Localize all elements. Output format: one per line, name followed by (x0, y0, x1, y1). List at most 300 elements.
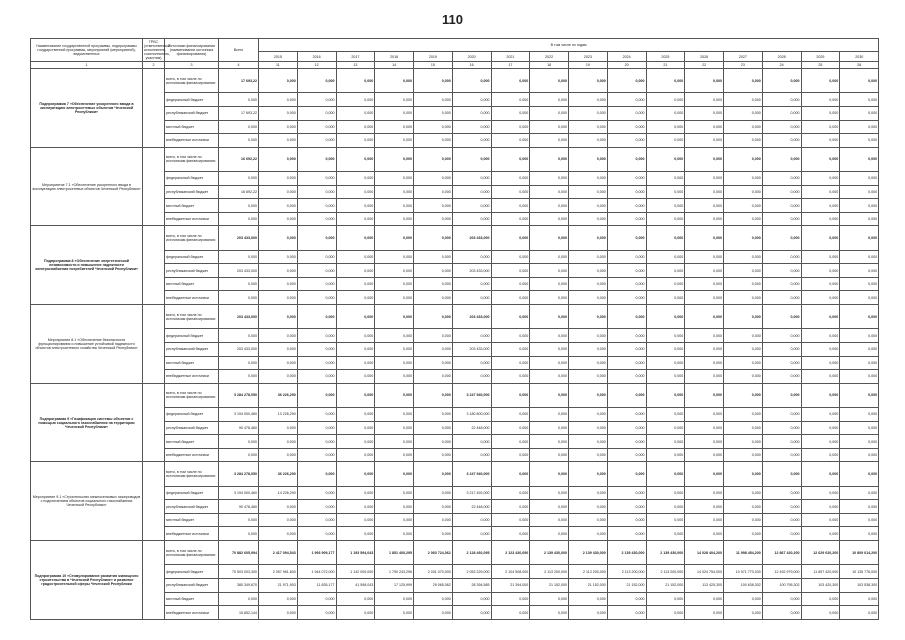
year-value: 0,000 (414, 527, 453, 541)
year-value: 0,000 (685, 592, 724, 606)
program-name: Подпрограмма 8 «Обеспечение энергетической независимости и повышение надежности электроснабжения потребителей Чеченской Республики» (31, 226, 143, 305)
year-value: 0,000 (336, 172, 375, 186)
year-value: 0,000 (724, 527, 763, 541)
year-value: 21 152,000 (607, 579, 646, 593)
year-value: 0,000 (336, 500, 375, 514)
column-index: 11 (259, 62, 298, 69)
program-name: Мероприятие 8.1 «Обеспечение безопасности функционирования и повышение устойчивой надежности объектов электросетевого хозяйства Чеченской Республики» (31, 305, 143, 384)
year-value: 0,000 (646, 264, 685, 278)
table-row (31, 462, 879, 486)
year-value: 0,000 (569, 435, 608, 449)
year-value: 0,000 (724, 329, 763, 343)
year-value: 0,000 (452, 448, 491, 462)
year-value: 0,000 (375, 343, 414, 357)
year-value: 0,000 (801, 592, 840, 606)
year-value: 2 139 430,000 (530, 541, 569, 565)
year-value: 0,000 (569, 147, 608, 171)
year-value: 0,000 (491, 370, 530, 384)
year-value: 0,000 (491, 199, 530, 213)
year-value: 0,000 (646, 291, 685, 305)
year-value: 0,000 (336, 147, 375, 171)
year-value: 100 795,302 (762, 579, 801, 593)
header-year: 2015 (259, 52, 298, 62)
funding-source: республиканский бюджет (165, 185, 219, 199)
year-value: 0,000 (297, 462, 336, 486)
table-row (31, 147, 879, 171)
total-value: 0,000 (219, 435, 259, 449)
year-value: 0,000 (724, 513, 763, 527)
year-value: 0,000 (762, 500, 801, 514)
year-value: 0,000 (530, 120, 569, 134)
year-value: 0,000 (259, 421, 298, 435)
year-value: 11 998 454,200 (724, 541, 763, 565)
year-value: 0,000 (569, 212, 608, 226)
year-value: 0,000 (297, 383, 336, 407)
year-value: 0,000 (336, 329, 375, 343)
year-value: 0,000 (375, 356, 414, 370)
year-value: 203 433,000 (452, 305, 491, 329)
year-value: 0,000 (724, 134, 763, 148)
funding-source: республиканский бюджет (165, 264, 219, 278)
year-value: 0,000 (375, 486, 414, 500)
year-value: 0,000 (840, 277, 879, 291)
program-name: Подпрограмма 9 «Газификация системы объектов с помощью социального газоснабжения на территории Чеченской Республики» (31, 383, 143, 462)
column-index: 21 (646, 62, 685, 69)
year-value: 0,000 (569, 291, 608, 305)
total-value: 0,000 (219, 120, 259, 134)
year-value: 2 417 094,543 (259, 541, 298, 565)
year-value: 0,000 (607, 93, 646, 107)
year-value: 0,000 (297, 592, 336, 606)
year-value: 0,000 (646, 147, 685, 171)
year-value: 0,000 (685, 212, 724, 226)
year-value: 0,000 (336, 69, 375, 93)
header-year: 2020 (452, 52, 491, 62)
funding-source: федеральный бюджет (165, 250, 219, 264)
year-value: 0,000 (414, 606, 453, 620)
year-value: 0,000 (569, 383, 608, 407)
year-value: 0,000 (607, 527, 646, 541)
year-value: 0,000 (724, 277, 763, 291)
year-value: 0,000 (491, 606, 530, 620)
year-value: 0,000 (530, 250, 569, 264)
year-value: 0,000 (452, 93, 491, 107)
year-value: 203 433,000 (452, 343, 491, 357)
year-value: 0,000 (491, 462, 530, 486)
year-value: 0,000 (491, 212, 530, 226)
year-value: 0,000 (259, 277, 298, 291)
year-value: 12 629 020,200 (801, 541, 840, 565)
year-value: 0,000 (569, 264, 608, 278)
year-value: 0,000 (491, 277, 530, 291)
year-value: 0,000 (530, 106, 569, 120)
year-value: 0,000 (685, 93, 724, 107)
year-value: 0,000 (452, 513, 491, 527)
year-value: 0,000 (646, 356, 685, 370)
column-index: 14 (375, 62, 414, 69)
year-value: 0,000 (297, 305, 336, 329)
header-year: 2018 (375, 52, 414, 62)
table-row (31, 383, 879, 407)
year-value: 0,000 (801, 120, 840, 134)
year-value: 0,000 (685, 120, 724, 134)
year-value: 0,000 (297, 329, 336, 343)
year-value: 0,000 (569, 462, 608, 486)
year-value: 0,000 (491, 291, 530, 305)
year-value: 0,000 (491, 527, 530, 541)
year-value: 0,000 (530, 277, 569, 291)
funding-source: внебюджетные источники (165, 527, 219, 541)
year-value: 0,000 (297, 250, 336, 264)
year-value: 0,000 (452, 291, 491, 305)
year-value: 0,000 (297, 408, 336, 422)
year-value: 0,000 (530, 226, 569, 250)
funding-source: всего, в том числе по источникам финансирования: (165, 462, 219, 486)
year-value: 0,000 (375, 291, 414, 305)
year-value: 0,000 (530, 212, 569, 226)
year-value: 0,000 (297, 606, 336, 620)
year-value: 0,000 (607, 305, 646, 329)
year-value: 0,000 (685, 435, 724, 449)
year-value: 0,000 (607, 435, 646, 449)
grbs-cell (143, 462, 165, 541)
year-value: 0,000 (646, 172, 685, 186)
year-value: 0,000 (530, 147, 569, 171)
year-value: 0,000 (414, 343, 453, 357)
year-value: 0,000 (491, 329, 530, 343)
grbs-cell (143, 69, 165, 148)
year-value: 0,000 (607, 264, 646, 278)
year-value: 0,000 (491, 106, 530, 120)
year-value: 0,000 (414, 134, 453, 148)
year-value: 0,000 (724, 448, 763, 462)
year-value: 0,000 (724, 462, 763, 486)
year-value: 0,000 (569, 185, 608, 199)
year-value: 0,000 (840, 356, 879, 370)
year-value: 21 394,000 (491, 579, 530, 593)
total-value: 0,000 (219, 356, 259, 370)
year-value: 0,000 (840, 513, 879, 527)
year-value: 0,000 (607, 120, 646, 134)
year-value: 0,000 (801, 448, 840, 462)
funding-source: федеральный бюджет (165, 565, 219, 579)
year-value: 0,000 (375, 421, 414, 435)
year-value: 0,000 (840, 93, 879, 107)
year-value: 0,000 (297, 120, 336, 134)
total-value: 0,000 (219, 291, 259, 305)
year-value: 0,000 (724, 120, 763, 134)
grbs-cell (143, 226, 165, 305)
year-value: 0,000 (569, 329, 608, 343)
year-value: 0,000 (452, 199, 491, 213)
year-value: 0,000 (685, 408, 724, 422)
year-value: 0,000 (491, 134, 530, 148)
year-value: 0,000 (530, 134, 569, 148)
year-value: 0,000 (297, 69, 336, 93)
year-value: 2 113 200,000 (569, 565, 608, 579)
year-value: 2 053 229,000 (452, 565, 491, 579)
year-value: 0,000 (762, 106, 801, 120)
funding-source: республиканский бюджет (165, 500, 219, 514)
year-value: 0,000 (724, 69, 763, 93)
year-value: 0,000 (336, 421, 375, 435)
column-index: 4 (219, 62, 259, 69)
table-row (31, 541, 879, 565)
table-row (31, 226, 879, 250)
column-index: 20 (607, 62, 646, 69)
year-value: 0,000 (375, 370, 414, 384)
program-name: Подпрограмма 10 «Стимулирование развития жилищного строительства в Чеченской Республике» и развитие градостроительной сферы Чеченской Республики (31, 541, 143, 620)
year-value: 0,000 (414, 226, 453, 250)
year-value: 0,000 (762, 513, 801, 527)
header-year: 2027 (724, 52, 763, 62)
year-value: 0,000 (375, 185, 414, 199)
header-year: 2021 (491, 52, 530, 62)
column-index: 13 (336, 62, 375, 69)
year-value: 0,000 (530, 606, 569, 620)
year-value: 0,000 (685, 226, 724, 250)
year-value: 0,000 (685, 356, 724, 370)
year-value: 0,000 (724, 291, 763, 305)
year-value: 0,000 (724, 185, 763, 199)
year-value: 14 028 404,200 (685, 541, 724, 565)
year-value: 0,000 (840, 329, 879, 343)
year-value: 0,000 (336, 277, 375, 291)
year-value: 0,000 (375, 606, 414, 620)
year-value: 0,000 (569, 93, 608, 107)
year-value: 0,000 (375, 500, 414, 514)
year-value: 0,000 (724, 212, 763, 226)
year-value: 0,000 (530, 513, 569, 527)
year-value: 0,000 (491, 185, 530, 199)
year-value: 0,000 (840, 185, 879, 199)
year-value: 0,000 (259, 134, 298, 148)
year-value: 0,000 (762, 606, 801, 620)
year-value: 0,000 (607, 212, 646, 226)
year-value: 0,000 (530, 199, 569, 213)
year-value: 0,000 (297, 486, 336, 500)
year-value: 1 993 909,177 (297, 541, 336, 565)
year-value: 0,000 (762, 147, 801, 171)
year-value: 0,000 (840, 172, 879, 186)
year-value: 0,000 (336, 134, 375, 148)
funding-source: всего, в том числе по источникам финансирования: (165, 305, 219, 329)
year-value: 0,000 (414, 513, 453, 527)
year-value: 0,000 (530, 291, 569, 305)
year-value: 1 790 243,296 (375, 565, 414, 579)
year-value: 0,000 (259, 606, 298, 620)
year-value: 0,000 (569, 408, 608, 422)
year-value: 0,000 (375, 93, 414, 107)
year-value: 0,000 (724, 264, 763, 278)
year-value: 0,000 (646, 606, 685, 620)
total-value: 0,000 (219, 592, 259, 606)
year-value: 2 139 430,000 (646, 541, 685, 565)
year-value: 0,000 (375, 448, 414, 462)
header-total: Всего (219, 39, 259, 62)
year-value: 0,000 (840, 435, 879, 449)
year-value: 0,000 (336, 120, 375, 134)
column-index: 22 (685, 62, 724, 69)
year-value: 0,000 (452, 69, 491, 93)
year-value: 0,000 (452, 592, 491, 606)
year-value: 0,000 (685, 343, 724, 357)
year-value: 113 425,300 (685, 579, 724, 593)
year-value: 2 104 508,000 (491, 565, 530, 579)
year-value: 0,000 (646, 120, 685, 134)
year-value: 12 492 979,000 (762, 565, 801, 579)
year-value: 0,000 (259, 199, 298, 213)
page-number: 110 (442, 12, 463, 27)
year-value: 0,000 (801, 421, 840, 435)
year-value: 0,000 (297, 212, 336, 226)
year-value: 0,000 (569, 305, 608, 329)
year-value: 0,000 (801, 69, 840, 93)
year-value: 0,000 (607, 134, 646, 148)
total-value: 203 433,000 (219, 264, 259, 278)
year-value: 0,000 (259, 527, 298, 541)
year-value: 0,000 (646, 592, 685, 606)
year-value: 0,000 (491, 592, 530, 606)
year-value: 0,000 (724, 421, 763, 435)
year-value: 0,000 (762, 527, 801, 541)
year-value: 0,000 (646, 134, 685, 148)
year-value: 0,000 (646, 69, 685, 93)
year-value: 0,000 (259, 592, 298, 606)
year-value: 22 448,000 (452, 500, 491, 514)
year-value: 0,000 (801, 500, 840, 514)
year-value: 0,000 (685, 527, 724, 541)
funding-source: местный бюджет (165, 277, 219, 291)
year-value: 0,000 (607, 69, 646, 93)
year-value: 0,000 (801, 106, 840, 120)
year-value: 0,000 (491, 408, 530, 422)
total-value: 3 194 000,460 (219, 486, 259, 500)
year-value: 0,000 (259, 172, 298, 186)
year-value: 0,000 (762, 383, 801, 407)
year-value: 0,000 (530, 185, 569, 199)
year-value: 0,000 (336, 305, 375, 329)
year-value: 2 139 430,000 (569, 541, 608, 565)
year-value: 2 139 430,000 (607, 541, 646, 565)
year-value: 0,000 (297, 500, 336, 514)
year-value: 0,000 (840, 606, 879, 620)
year-value: 0,000 (491, 226, 530, 250)
year-value: 0,000 (375, 305, 414, 329)
year-value: 0,000 (414, 486, 453, 500)
year-value: 0,000 (840, 370, 879, 384)
year-value: 0,000 (491, 120, 530, 134)
funding-source: внебюджетные источники (165, 134, 219, 148)
year-value: 0,000 (259, 212, 298, 226)
year-value: 0,000 (646, 435, 685, 449)
funding-source: местный бюджет (165, 356, 219, 370)
year-value: 0,000 (724, 305, 763, 329)
year-value: 0,000 (491, 486, 530, 500)
year-value: 0,000 (452, 147, 491, 171)
year-value: 0,000 (414, 277, 453, 291)
year-value: 0,000 (646, 486, 685, 500)
year-value: 29 065,062 (414, 579, 453, 593)
header-year: 2028 (762, 52, 801, 62)
year-value: 0,000 (801, 606, 840, 620)
year-value: 0,000 (685, 199, 724, 213)
column-index: 17 (491, 62, 530, 69)
year-value: 12 867 420,200 (762, 541, 801, 565)
year-value: 0,000 (801, 264, 840, 278)
year-value: 0,000 (336, 185, 375, 199)
year-value: 0,000 (297, 185, 336, 199)
total-value: 70 882 605,994 (219, 541, 259, 565)
header-name: Наименование государственной программы, подпрограммы государственной программы, мероприятий (мероприятий), ведомственных (31, 39, 143, 62)
year-value: 0,000 (414, 93, 453, 107)
total-value: 17 693,22 (219, 106, 259, 120)
year-value: 0,000 (336, 435, 375, 449)
year-value: 0,000 (840, 147, 879, 171)
column-index: 26 (840, 62, 879, 69)
year-value: 3 247 940,000 (452, 383, 491, 407)
year-value: 0,000 (685, 606, 724, 620)
year-value: 0,000 (297, 147, 336, 171)
year-value: 0,000 (414, 69, 453, 93)
year-value: 0,000 (762, 93, 801, 107)
year-value: 0,000 (297, 356, 336, 370)
year-value: 0,000 (569, 527, 608, 541)
funding-source: внебюджетные источники (165, 606, 219, 620)
year-value: 0,000 (336, 513, 375, 527)
year-value: 0,000 (336, 264, 375, 278)
year-value: 0,000 (414, 185, 453, 199)
funding-source: местный бюджет (165, 199, 219, 213)
year-value: 0,000 (840, 212, 879, 226)
year-value: 0,000 (724, 172, 763, 186)
year-value: 0,000 (297, 343, 336, 357)
year-value: 0,000 (646, 383, 685, 407)
year-value: 0,000 (259, 264, 298, 278)
year-value: 0,000 (452, 250, 491, 264)
year-value: 0,000 (530, 93, 569, 107)
year-value: 0,000 (801, 356, 840, 370)
year-value: 0,000 (452, 329, 491, 343)
year-value: 0,000 (840, 291, 879, 305)
year-value: 0,000 (646, 527, 685, 541)
year-value: 0,000 (569, 356, 608, 370)
year-value: 0,000 (297, 527, 336, 541)
budget-table (30, 38, 879, 620)
year-value: 0,000 (414, 120, 453, 134)
total-value: 0,000 (219, 329, 259, 343)
year-value: 0,000 (646, 343, 685, 357)
year-value: 100 638,302 (724, 579, 763, 593)
year-value: 2 113 200,000 (607, 565, 646, 579)
year-value: 0,000 (724, 500, 763, 514)
year-value: 0,000 (762, 250, 801, 264)
year-value: 0,000 (762, 69, 801, 93)
year-value: 0,000 (607, 513, 646, 527)
year-value: 0,000 (569, 69, 608, 93)
funding-source: всего, в том числе по источникам финансирования: (165, 147, 219, 171)
year-value: 0,000 (840, 408, 879, 422)
year-value: 0,000 (607, 606, 646, 620)
year-value: 0,000 (336, 356, 375, 370)
year-value: 0,000 (724, 592, 763, 606)
year-value: 0,000 (646, 199, 685, 213)
header-year: 2022 (530, 52, 569, 62)
year-value: 0,000 (685, 277, 724, 291)
year-value: 0,000 (530, 408, 569, 422)
program-name: Мероприятие 7.1 «Обеспечение ускоренного ввода в эксплуатацию электросетевых объектов Чеченской Республики» (31, 147, 143, 226)
year-value: 0,000 (762, 370, 801, 384)
